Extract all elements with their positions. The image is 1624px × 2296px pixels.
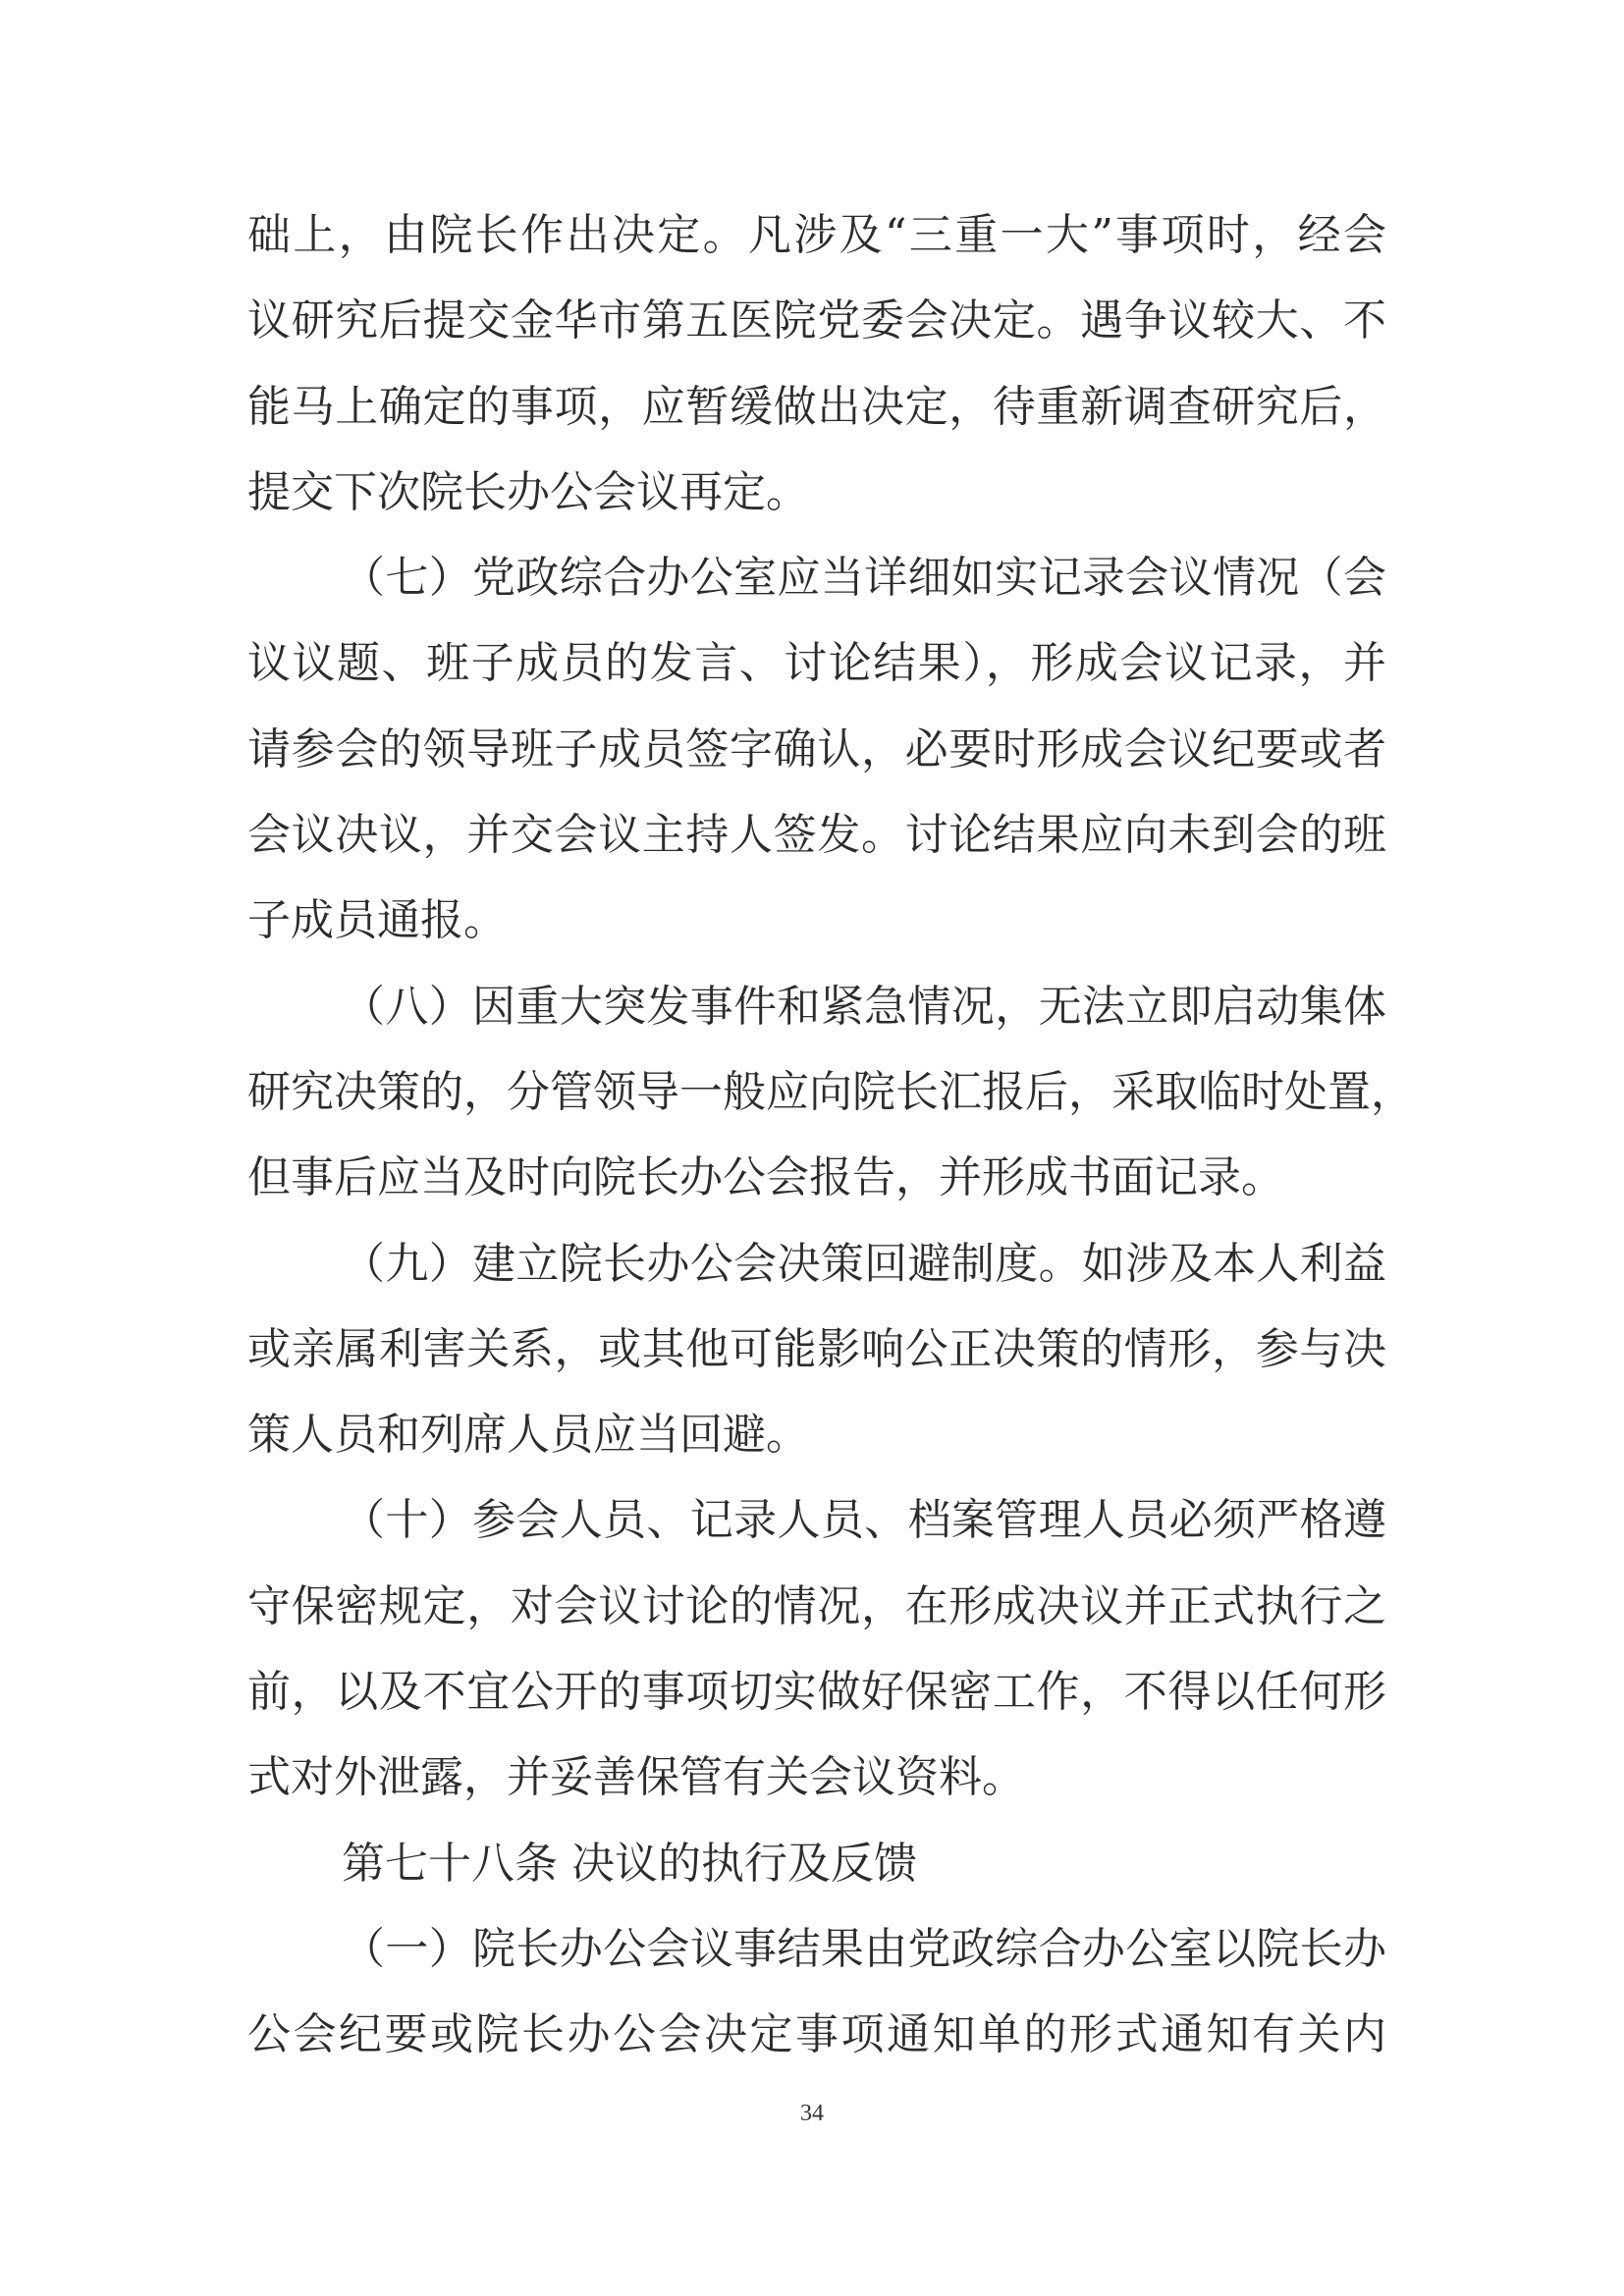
- text-line: （九）建立院长办公会决策回避制度。如涉及本人利益: [342, 1238, 1386, 1289]
- text-line: 能马上确定的事项，应暂缓做出决定，待重新调查研究后，: [247, 381, 1386, 432]
- text-line: （十）参会人员、记录人员、档案管理人员必须严格遵: [342, 1495, 1386, 1546]
- text-line: 策人员和列席人员应当回避。: [247, 1410, 809, 1461]
- body-text: [247, 192, 1414, 2078]
- text-line: 提交下次院长办公会议再定。: [247, 466, 809, 517]
- page-number: 34: [800, 2101, 824, 2126]
- text-line: 式对外泄露，并妥善保管有关会议资料。: [247, 1752, 1025, 1803]
- text-line: 但事后应当及时向院长办公会报告，并形成书面记录。: [247, 1152, 1284, 1203]
- text-line: （一）院长办公会议事结果由党政综合办公室以院长办: [342, 1923, 1386, 1974]
- text-line: 守保密规定，对会议讨论的情况，在形成决议并正式执行之: [247, 1580, 1386, 1631]
- article-heading: 第七十八条 决议的执行及反馈: [342, 1838, 917, 1889]
- text-line: 础上，由院长作出决定。凡涉及“三重一大”事项时，经会: [247, 210, 1386, 260]
- text-line: 议研究后提交金华市第五医院党委会决定。遇争议较大、不: [247, 295, 1386, 347]
- text-line: 会议决议，并交会议主持人签发。讨论结果应向未到会的班: [247, 810, 1386, 861]
- text-line: （八）因重大突发事件和紧急情况，无法立即启动集体: [342, 981, 1386, 1032]
- text-line: 研究决策的，分管领导一般应向院长汇报后，采取临时处置，: [247, 1066, 1414, 1117]
- text-line: 议议题、班子成员的发言、讨论结果），形成会议记录，并: [247, 638, 1386, 689]
- text-line: （七）党政综合办公室应当详细如实记录会议情况（会: [342, 553, 1386, 604]
- text-line: 公会纪要或院长办公会决定事项通知单的形式通知有关内: [247, 2009, 1386, 2060]
- text-line: 前，以及不宜公开的事项切实做好保密工作，不得以任何形: [247, 1667, 1386, 1718]
- text-line: 子成员通报。: [247, 895, 507, 946]
- text-line: 请参会的领导班子成员签字确认，必要时形成会议纪要或者: [247, 723, 1386, 774]
- text-line: 或亲属利害关系，或其他可能影响公正决策的情形，参与决: [247, 1323, 1386, 1374]
